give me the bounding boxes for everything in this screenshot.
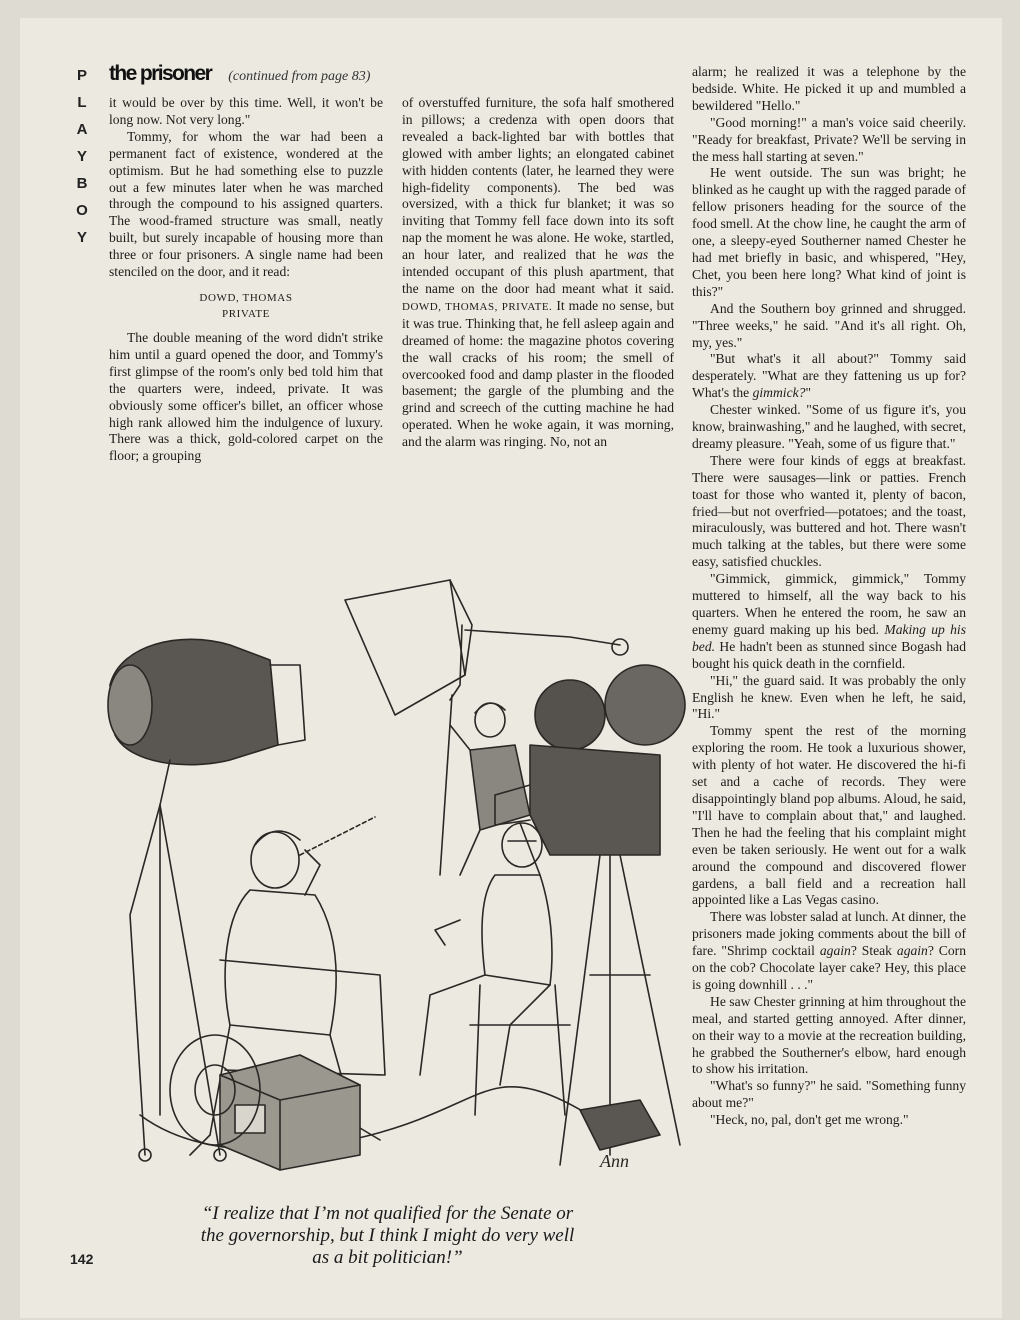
paragraph: Tommy spent the rest of the morning exploring the room. He took a luxurious shower, with plenty of hot water. He discovered the hi-fi set and a cache of records. They were disappointingly bland pop albums. Aloud, he said, "I'll have to complain about that," and laughed. Then he had the feeling that his complaint might even be taken seriously. He went out for a walk around the compound and discovered flower gardens, a ball field and a recreation hall appointed like a Las Vegas casino. (692, 723, 966, 908)
text-run: of overstuffed furniture, the sofa half smothered in pillows; a credenza with open doors that revealed a back-lighted bar with bottles that glowed with amber lights; an elongated cabinet with hidden contents (later, he learned they were high-fidelity components). The bed was oversized, with a thick fur blanket; it was so inviting that Tommy fell face down into its soft nap the moment he was alone. He woke, startled, an hour later, and realized that he (402, 95, 674, 263)
junction-box (580, 1100, 660, 1150)
text-column-1 (109, 95, 383, 465)
paragraph (692, 909, 966, 994)
text-run: " (805, 385, 812, 401)
italic-run: Making up his bed. (692, 621, 966, 654)
text-column-2 (402, 95, 674, 451)
grip-worker (450, 703, 540, 875)
paragraph: alarm; he realized it was a telephone by the bedside. White. He picked it up and mumbled a bewildered "Hello." (692, 64, 966, 113)
article-header (109, 62, 370, 88)
paragraph: "Heck, no, pal, don't get me wrong." (710, 1112, 909, 1128)
spine-letter: L (77, 94, 87, 111)
magazine-spine-title (72, 62, 92, 251)
cartoon-caption: “I realize that I’m not qualified for the Senate or the governorship, but I think I might do very well as a bit politician!” (200, 1203, 575, 1268)
paragraph: Chester winked. "Some of us figure it's, you know, brainwashing," and he laughed, with secret, dreamy pleasure. "Yeah, some of us figure that." (692, 402, 966, 451)
small-caps-run: DOWD, THOMAS, PRIVATE. (402, 300, 553, 313)
text-column-3 (692, 64, 966, 1129)
text-run: ? Corn on the cob? Chocolate layer cake? Hey, this place is going downhill . . ." (692, 943, 966, 992)
italic-run: gimmick? (752, 385, 806, 401)
italic-run: was (627, 247, 649, 263)
spine-letter: A (76, 121, 88, 138)
toolbox (220, 1055, 360, 1170)
paragraph: He saw Chester grinning at him throughout the meal, and started getting annoyed. After dinner, on their way to a movie at the recreation building, he grabbed the Southerner's elbow, hard enough to show his irritation. (692, 993, 966, 1077)
door-stencil (109, 290, 383, 322)
paragraph: There were four kinds of eggs at breakfast. There were sausages—link or patties. French toast for those who wanted it, plenty of bacon, fried—but not overfried—potatoes; and the toast, miraculously, was buttered and hot. There wasn't much talking at the tables, but there were some easy, satisfied chuckles. (692, 452, 966, 570)
paragraph: "What's so funny?" he said. "Something funny about me?" (692, 1078, 966, 1111)
spine-letter: Y (76, 148, 87, 165)
stencil-line: PRIVATE (221, 307, 270, 320)
paragraph: "Good morning!" a man's voice said cheerily. "Ready for breakfast, Private? We'll be serving in the mess hall starting at seven." (692, 114, 966, 164)
text-run: ? Steak (850, 943, 897, 959)
continued-note: (continued from page 83) (228, 69, 371, 84)
text-run: "Gimmick, gimmick, gimmick," Tommy muttered to himself, all the way back to his quarters. When he entered the room, he saw an enemy guard making up his bed. (692, 571, 966, 637)
boom-arm (465, 630, 620, 645)
boom-reflector (345, 580, 465, 715)
italic-run: again (819, 943, 851, 959)
cartoonist-signature: Ann (600, 1151, 629, 1171)
page-number: 142 (70, 1251, 94, 1267)
paragraph (692, 571, 966, 672)
text-run: the intended occupant of this plush apartment, that the name on the door had meant what it said. (402, 247, 674, 296)
text-run: He hadn't been as stunned since Bogash had bought his quick death in the cornfield. (692, 638, 966, 671)
italic-run: again (896, 943, 928, 959)
cartoon-illustration (100, 555, 690, 1195)
article-title: the prisoner (109, 62, 212, 85)
stencil-line: DOWD, THOMAS (199, 291, 293, 304)
floor-cable (140, 1087, 640, 1150)
paragraph: it would be over by this time. Well, it won't be long now. Not very long." (109, 95, 383, 127)
paragraph: Tommy, for whom the war had been a permanent fact of existence, wondered at the optimism. But he had something else to puzzle out a few minutes later when he was marched through the compound to his assigned quarters. The wood-framed structure was small, neatly built, but surely incapable of housing more than three or four prisoners. A single name had been stenciled on the door, and it read: (109, 128, 383, 280)
spine-letter: Y (76, 229, 87, 246)
text-run: "But what's it all about?" Tommy said desperately. "What are they fattening us up for? What's the (692, 351, 966, 401)
paragraph (402, 95, 674, 451)
paragraph: He went outside. The sun was bright; he blinked as he caught up with the ragged parade of fellow prisoners heading for the source of the food smell. At the chow line, he caught the arm of one, a sleepy-eyed Southerner named Chester he had met briefly in basic, and whispered, "Hey, Chet, you been here long? What kind of joint is this?" (692, 165, 966, 299)
spine-letter: P (76, 67, 87, 84)
movie-camera (495, 665, 685, 1165)
text-run: It made no sense, but it was true. Thinking that, he fell asleep again and dreamed of home: the magazine photos covering the wall cracks of his room; the smell of overcooked food and damp plaster in the flooded basement; the gargle of the plumbing and the grind and screech of the cutting machine he had operated. When he woke again, it was morning, and the alarm was ringing. No, not an (402, 297, 674, 450)
spine-letter: B (76, 175, 88, 192)
spine-letter: O (76, 202, 88, 219)
paragraph: The double meaning of the word didn't strike him until a guard opened the door, and Tommy's first glimpse of the room's only bed told him that the quarters were, indeed, private. It was obviously some officer's billet, an officer whose high rank allowed him the indulgence of luxury. There was a thick, gold-colored carpet on the floor; a grouping (109, 329, 383, 464)
director-figure (420, 823, 570, 1115)
paragraph: "Hi," the guard said. It was probably the only English he knew. Even when he left, he said, "Hi." (692, 672, 966, 722)
text-run: There was lobster salad at lunch. At dinner, the prisoners made joking comments about the bill of fare. "Shrimp cocktail (692, 909, 966, 959)
paragraph: And the Southern boy grinned and shrugged. "Three weeks," he said. "And it's all right. Oh, my, yes." (692, 300, 966, 350)
paragraph (692, 351, 966, 402)
